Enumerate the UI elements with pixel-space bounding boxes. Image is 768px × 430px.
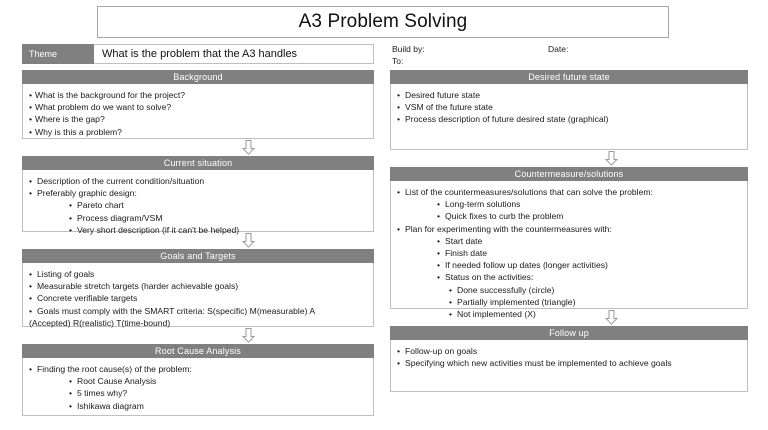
to-label: To: bbox=[392, 56, 404, 66]
document-meta bbox=[390, 44, 748, 70]
page-title: A3 Problem Solving bbox=[298, 11, 468, 32]
panel-body-follow-up bbox=[390, 340, 748, 392]
panel-background bbox=[22, 70, 374, 139]
panel-body-background bbox=[22, 84, 374, 139]
bullet-list-background bbox=[29, 89, 367, 138]
list-item: • Very short description (if it can't be helped) bbox=[29, 224, 367, 236]
panel-root-cause-analysis bbox=[22, 344, 374, 416]
panel-desired-future-state bbox=[390, 70, 748, 150]
list-item: • 5 times why? bbox=[29, 387, 367, 399]
list-item: • Follow-up on goals bbox=[397, 345, 741, 357]
list-item: • List of the countermeasures/solutions that can solve the problem: bbox=[397, 186, 741, 198]
list-item: • Listing of goals bbox=[29, 268, 367, 280]
list-item: • Finish date bbox=[397, 247, 741, 259]
list-item: • Ishikawa diagram bbox=[29, 400, 367, 412]
list-item: • Start date bbox=[397, 235, 741, 247]
panel-heading-goals-and-targets: Goals and Targets bbox=[22, 249, 374, 263]
list-item: • Why is this a problem? bbox=[29, 126, 367, 138]
right-sections-container bbox=[390, 70, 748, 392]
panel-goals-and-targets bbox=[22, 249, 374, 327]
panel-countermeasure-solutions bbox=[390, 167, 748, 320]
flow-connector bbox=[22, 327, 280, 344]
list-item: • Quick fixes to curb the problem bbox=[397, 210, 741, 222]
panel-heading-follow-up: Follow up bbox=[390, 326, 748, 340]
panel-heading-current-situation: Current situation bbox=[22, 156, 374, 170]
down-arrow-icon bbox=[242, 140, 255, 155]
panel-heading-background: Background bbox=[22, 70, 374, 84]
list-item: • Finding the root cause(s) of the problem: bbox=[29, 363, 367, 375]
list-item: • Concrete verifiable targets bbox=[29, 292, 367, 304]
panel-body-root-cause-analysis bbox=[22, 358, 374, 416]
bullet-list-goals-and-targets bbox=[29, 268, 367, 329]
bullet-list-follow-up bbox=[397, 345, 741, 369]
list-item: • Done successfully (circle) bbox=[397, 284, 741, 296]
build-by-label: Build by: bbox=[392, 44, 425, 54]
flow-connector bbox=[390, 150, 748, 167]
list-item: • Long-term solutions bbox=[397, 198, 741, 210]
list-item: • If needed follow up dates (longer activities) bbox=[397, 259, 741, 271]
list-item: • VSM of the future state bbox=[397, 101, 741, 113]
list-item: • What is the background for the project? bbox=[29, 89, 367, 101]
list-item: • Pareto chart bbox=[29, 199, 367, 211]
panel-follow-up bbox=[390, 326, 748, 392]
list-item: • Specifying which new activities must be implemented to achieve goals bbox=[397, 357, 741, 369]
list-item: • Goals must comply with the SMART criteria: S(specific) M(measurable) A bbox=[29, 305, 367, 317]
right-column bbox=[390, 44, 748, 392]
panel-body-current-situation bbox=[22, 170, 374, 235]
theme-row bbox=[22, 44, 374, 64]
panel-heading-countermeasure-solutions: Countermeasure/solutions bbox=[390, 167, 748, 181]
bullet-list-current-situation bbox=[29, 175, 367, 236]
left-sections-container bbox=[22, 70, 316, 416]
list-item: • Where is the gap? bbox=[29, 113, 367, 125]
list-item: • Not implemented (X) bbox=[397, 308, 741, 320]
theme-value-field[interactable]: What is the problem that the A3 handles bbox=[94, 44, 374, 64]
down-arrow-icon bbox=[605, 151, 618, 166]
flow-connector bbox=[22, 139, 280, 156]
list-item: • Desired future state bbox=[397, 89, 741, 101]
bullet-list-desired-future-state bbox=[397, 89, 741, 126]
bullet-list-countermeasure-solutions bbox=[397, 186, 741, 320]
list-item: • Plan for experimenting with the countermeasures with: bbox=[397, 223, 741, 235]
left-column bbox=[22, 44, 316, 416]
list-item: • Measurable stretch targets (harder achievable goals) bbox=[29, 280, 367, 292]
list-item: • Status on the activities: bbox=[397, 271, 741, 283]
panel-heading-root-cause-analysis: Root Cause Analysis bbox=[22, 344, 374, 358]
list-item: • Description of the current condition/situation bbox=[29, 175, 367, 187]
panel-body-countermeasure-solutions bbox=[390, 181, 748, 320]
theme-label: Theme bbox=[22, 44, 94, 64]
panel-current-situation bbox=[22, 156, 374, 235]
list-item: • Process diagram/VSM bbox=[29, 212, 367, 224]
list-item: • Preferably graphic design: bbox=[29, 187, 367, 199]
list-item: • Process description of future desired state (graphical) bbox=[397, 113, 741, 125]
list-item: • Root Cause Analysis bbox=[29, 375, 367, 387]
list-item: • Partially implemented (triangle) bbox=[397, 296, 741, 308]
bullet-list-root-cause-analysis bbox=[29, 363, 367, 412]
date-label: Date: bbox=[548, 44, 569, 54]
panel-body-desired-future-state bbox=[390, 84, 748, 150]
list-item: (Accepted) R(realistic) T(time-bound) bbox=[29, 317, 171, 328]
panel-heading-desired-future-state: Desired future state bbox=[390, 70, 748, 84]
down-arrow-icon bbox=[242, 328, 255, 343]
list-item: • What problem do we want to solve? bbox=[29, 101, 367, 113]
document-title-box bbox=[97, 6, 669, 38]
panel-body-goals-and-targets bbox=[22, 263, 374, 327]
